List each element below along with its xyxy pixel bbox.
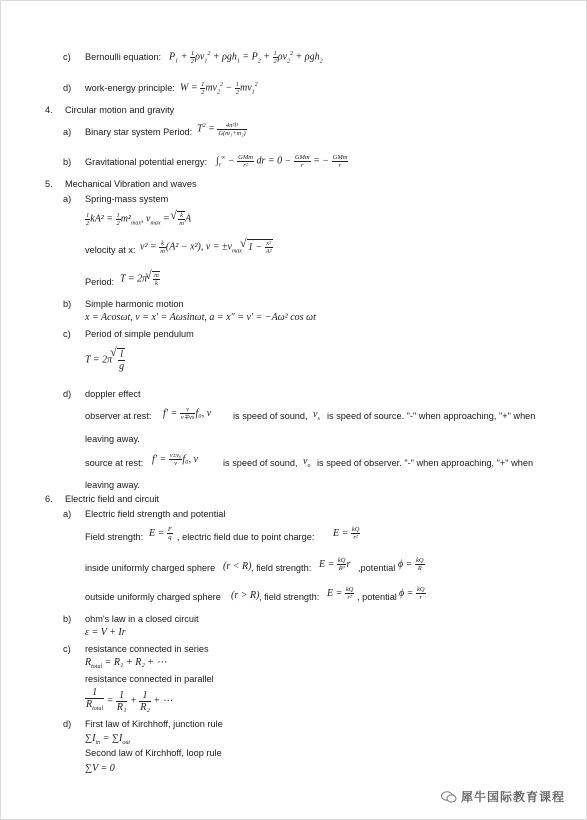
inside-field-equation: E = $\frac{kQ}{\text{R³}}$ r [319, 557, 351, 572]
parallel-label: resistance connected in parallel [85, 674, 214, 684]
item-label: d) [63, 389, 72, 399]
doppler-text: is speed of sound, [223, 458, 298, 468]
section-heading: Circular motion and gravity [65, 105, 175, 115]
spring-mass-label: Spring-mass system [85, 194, 169, 204]
bernoulli-label: Bernoulli equation: [85, 52, 162, 62]
section-number: 6. [45, 494, 53, 504]
work-energy-label: work-energy principle: [85, 83, 175, 93]
item-label: d) [63, 719, 72, 729]
inside-sphere-label: inside uniformly charged sphere [85, 563, 216, 573]
period-equation: T = 2π √ $\frac{m}{k}$ [120, 271, 160, 287]
wechat-icon [441, 791, 457, 803]
item-label: c) [63, 52, 71, 62]
item-label: d) [63, 83, 72, 93]
binary-star-equation: $T^2$ = $\frac{\text{4π²l³}}{\text{G(m₁+m₂)}}$ [197, 121, 246, 137]
item-label: c) [63, 329, 71, 339]
section-number: 4. [45, 105, 53, 115]
potential-label: ,potential [358, 563, 396, 573]
item-label: b) [63, 614, 72, 624]
observer-rest-label: observer at rest: [85, 411, 152, 421]
potential-label: , potential [357, 592, 397, 602]
velocity-equation: v² = $\frac{k}{m}$ (A² − x²), $v = \pm v_{max}√$ 1 − $\frac{\text{x²}}{\text{A²}}$ [140, 239, 273, 257]
item-label: a) [63, 194, 72, 204]
section-number: 5. [45, 179, 53, 189]
inside-potential-equation: ϕ = $\frac{kQ}{R}$ [398, 557, 424, 572]
doppler-symbol: $v_s$ [313, 409, 320, 422]
kirchhoff2-label: Second law of Kirchhoff, loop rule [85, 748, 222, 758]
item-label: a) [63, 127, 72, 137]
kirchhoff1-label: First law of Kirchhoff, junction rule [85, 719, 223, 729]
pendulum-equation: T = 2π √ $\frac{l}{g}$ [85, 348, 125, 372]
field-strength-label: , field strength: [259, 592, 320, 602]
doppler-observer-equation: f′ = $\frac{v}{v\mp vs}$ f₀, v [163, 406, 212, 421]
pendulum-label: Period of simple pendulum [85, 329, 194, 339]
watermark-text: 犀牛国际教育课程 [461, 790, 566, 804]
shm-label: Simple harmonic motion [85, 299, 184, 309]
work-energy-equation: W = $\frac{1}{2}$ $mv_2^2$ − $\frac{1}{2}$ $mv_1^2$ [180, 80, 258, 96]
grav-potential-equation: $\int_r^\infty$ − $\frac{\text{GMm}}{\text{r²}}$ dr = 0 − $\frac{\text{GMm}}{r}$ = − $\frac{\text{GMm}}{r}$ [216, 153, 348, 169]
watermark [441, 788, 565, 805]
outside-field-equation: E = $\frac{kQ}{\text{r²}}$ [327, 586, 354, 601]
item-label: c) [63, 644, 71, 654]
doppler-text: is speed of observer. "-" when approaching, "+" when [317, 458, 534, 468]
period-label: Period: [85, 277, 115, 287]
outside-potential-equation: ϕ = $\frac{kQ}{r}$ [399, 586, 425, 601]
doppler-source-equation: f′ = $\frac{\text{v±v₀}}{v}$ f₀, v [152, 452, 199, 467]
doppler-text: leaving away. [85, 434, 140, 444]
efield-label: Electric field strength and potential [85, 509, 226, 519]
item-label: b) [63, 299, 72, 309]
shm-equation: x = Acosωt, v = x′ = Aωsinωt, a = x″ = v′ = −Aω² cos ωt [85, 312, 316, 323]
kirchhoff2-equation: ∑V = 0 [85, 763, 115, 774]
spring-energy-equation: $\frac{1}{2}$ kA² = $\frac{1}{2}$ $m^2_{max}$, $v_{max}$ = √ $\frac{k}{m}$ A [85, 211, 191, 229]
section-heading: Electric field and circuit [65, 494, 159, 504]
series-equation: $R_{total} = R_1 + R_2$ + ⋯ [85, 657, 167, 670]
doppler-text: leaving away. [85, 480, 140, 490]
velocity-label: velocity at x: [85, 245, 136, 255]
field-strength-equation: E = $\frac{F}{q}$ [149, 526, 172, 541]
inside-condition: (r < R) [223, 561, 252, 572]
field-strength-label: Field strength: [85, 532, 144, 542]
field-point-label: , electric field due to point charge: [177, 532, 315, 542]
outside-sphere-label: outside uniformly charged sphere [85, 592, 221, 602]
item-label: b) [63, 157, 72, 167]
field-strength-label: , field strength: [251, 563, 312, 573]
doppler-symbol: $v_o$ [303, 456, 311, 469]
grav-potential-label: Gravitational potential energy: [85, 157, 208, 167]
doppler-text: is speed of source. "-" when approaching, "+" when [327, 411, 536, 421]
item-label: a) [63, 509, 72, 519]
outside-condition: (r > R) [231, 590, 260, 601]
section-heading: Mechanical Vibration and waves [65, 179, 197, 189]
kirchhoff1-equation: $\sum I_{in} = \sum I_{out}$ [85, 733, 131, 746]
bernoulli-equation: $P_1$ + $\frac{1}{2}$ $\rho v_1^2 + \rho gh_1 = P_2$ + $\frac{1}{2}$ $\rho v_2^2 + \rho gh_2$ [169, 49, 323, 65]
doppler-text: is speed of sound, [233, 411, 308, 421]
binary-star-label: Binary star system Period: [85, 127, 193, 137]
source-rest-label: source at rest: [85, 458, 144, 468]
ohm-equation: ε = V + Ir [85, 627, 126, 638]
point-charge-equation: E = $\frac{kQ}{\text{r²}}$ [333, 526, 360, 541]
parallel-equation: $\frac{1}{R_{total}}$ = $\frac{1}{\text{R₁}}$ + $\frac{1}{\text{R₂}}$ + ⋯ [86, 687, 173, 713]
ohm-label: ohm's law in a closed circuit [85, 614, 199, 624]
series-label: resistance connected in series [85, 644, 209, 654]
doppler-label: doppler effect [85, 389, 141, 399]
